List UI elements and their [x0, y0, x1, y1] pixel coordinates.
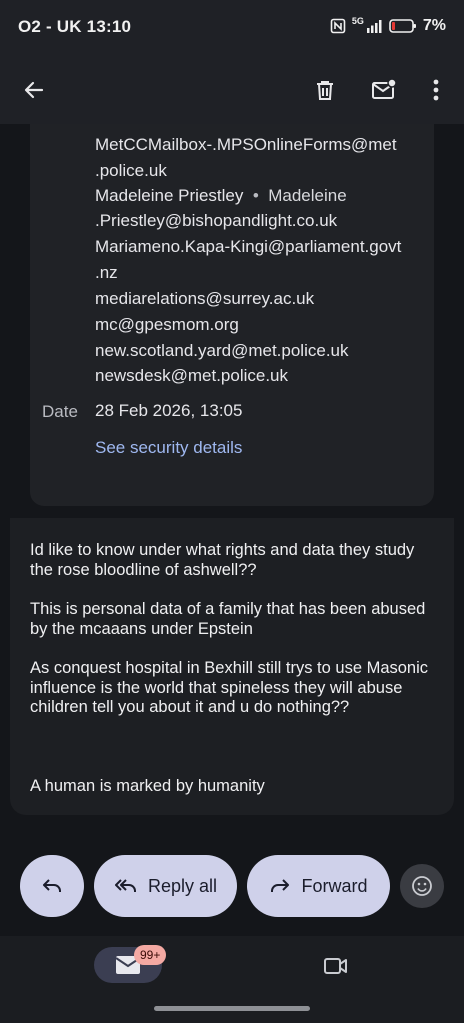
- reply-all-button[interactable]: [94, 855, 237, 917]
- recipient: Mariameno.Kapa-Kingi@parliament.govt: [95, 237, 402, 256]
- security-details-link[interactable]: See security details: [95, 438, 243, 457]
- gesture-handle: [154, 1006, 310, 1011]
- recipient: .police.uk: [95, 161, 167, 180]
- mark-unread-button[interactable]: [364, 70, 404, 110]
- back-button[interactable]: [14, 70, 54, 110]
- recipient: .nz: [95, 263, 118, 282]
- recipient: new.scotland.yard@met.police.uk: [95, 341, 349, 360]
- forward-button[interactable]: [247, 855, 390, 917]
- recipient: mc@gpesmom.org: [95, 315, 239, 334]
- message-paragraph: As conquest hospital in Bexhill still trys to use Masonic influence is the world that spineless they will abuse children tell you about it and u do nothing??: [30, 659, 429, 716]
- reply-all-icon: [114, 876, 138, 896]
- forward-label: Forward: [301, 875, 368, 896]
- video-camera-icon: [323, 956, 349, 976]
- forward-icon: [269, 876, 291, 896]
- back-arrow-icon: [22, 78, 46, 102]
- recipient-name: Madeleine Priestley: [95, 186, 244, 205]
- signal-icon: [367, 19, 383, 33]
- unread-count-badge: 99+: [134, 945, 166, 965]
- emoji-icon: [411, 875, 433, 897]
- status-icons: [330, 17, 446, 35]
- add-reaction-button[interactable]: [400, 864, 444, 908]
- message-paragraph: This is personal data of a family that has been abused by the mcaaans under Epstein: [30, 600, 426, 638]
- nfc-icon: [330, 18, 346, 34]
- status-bar: [0, 0, 464, 56]
- delete-button[interactable]: [305, 70, 345, 110]
- recipient: MetCCMailbox-.MPSOnlineForms@met: [95, 135, 397, 154]
- date-value: 28 Feb 2026, 13:05: [95, 401, 243, 420]
- recipient: .Priestley@bishopandlight.co.uk: [95, 211, 338, 230]
- network-type: 5G: [351, 16, 364, 26]
- reply-all-label: Reply all: [147, 875, 218, 896]
- date-label: Date: [42, 402, 78, 421]
- battery-icon: [389, 18, 417, 34]
- trash-icon: [313, 78, 337, 102]
- recipient: mediarelations@surrey.ac.uk: [95, 289, 315, 308]
- meet-tab[interactable]: [318, 952, 354, 980]
- more-options-button[interactable]: [416, 70, 456, 110]
- carrier-time: O2 - UK 13:10: [18, 17, 132, 36]
- battery-percent: 7%: [422, 17, 446, 34]
- message-paragraph: Id like to know under what rights and data they study the rose bloodline of ashwell??: [30, 541, 415, 579]
- recipient-name: Madeleine: [268, 186, 347, 205]
- message-paragraph: A human is marked by humanity: [30, 777, 265, 795]
- reply-icon: [41, 876, 63, 896]
- app-bar: [0, 56, 464, 124]
- mail-unread-icon: [371, 78, 397, 102]
- more-vert-icon: [433, 79, 439, 101]
- recipient-line: Madeleine Priestley • Madeleine: [95, 186, 347, 205]
- reply-button[interactable]: [20, 855, 84, 917]
- recipient: newsdesk@met.police.uk: [95, 366, 289, 385]
